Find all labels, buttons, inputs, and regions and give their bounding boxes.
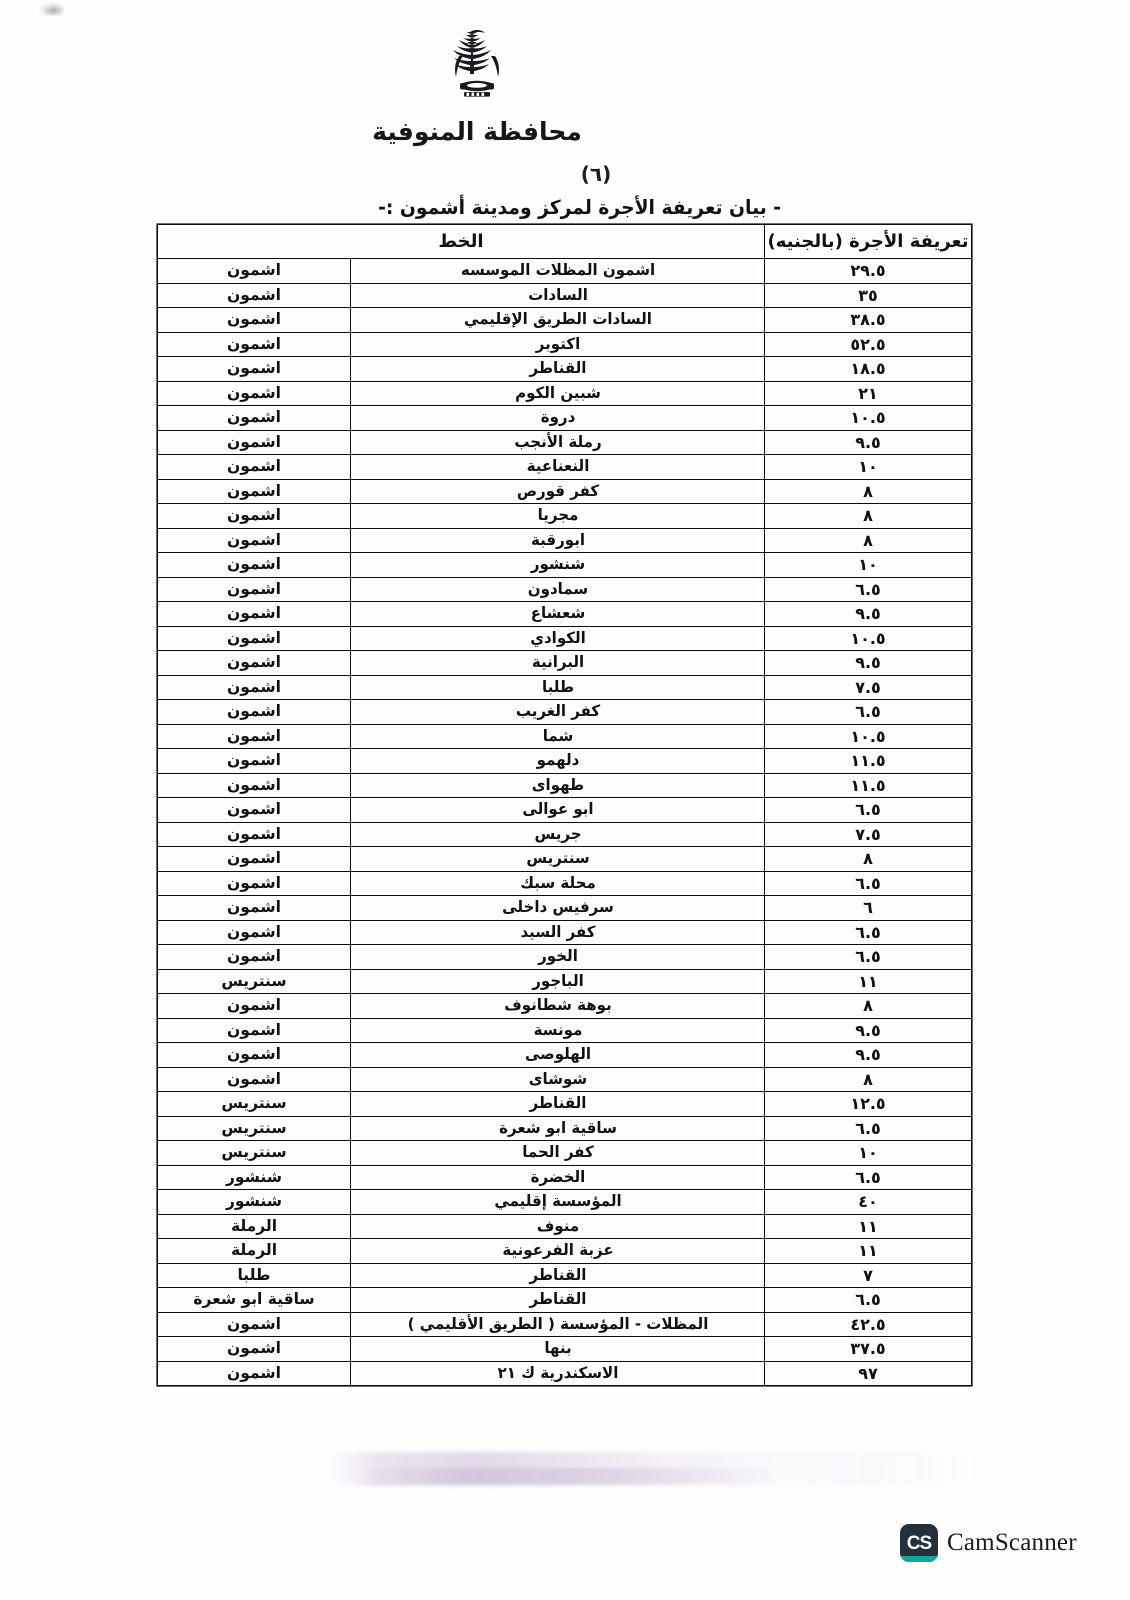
origin-station: اشمون xyxy=(158,332,351,357)
route-name: شما xyxy=(357,724,759,749)
governorate-name: محافظة المنوفية xyxy=(372,117,582,146)
table-row xyxy=(158,504,972,529)
route-name: رملة الأنجب xyxy=(357,430,759,455)
column-header-fare: تعريفة الأجرة (بالجنيه) xyxy=(765,225,972,259)
table-row xyxy=(158,773,972,798)
route-name: المؤسسة إقليمي xyxy=(357,1190,759,1215)
fare-value: ٩.٥ xyxy=(765,602,972,627)
route-name: الاسكندرية ك ٢١ xyxy=(357,1361,759,1386)
scan-artifact-speck xyxy=(38,2,64,16)
table-row xyxy=(158,1018,972,1043)
fare-value: ١٠ xyxy=(765,553,972,578)
route-name: ابورقبة xyxy=(357,528,759,553)
route-name: النعناعية xyxy=(357,455,759,480)
origin-station: اشمون xyxy=(158,1337,351,1362)
origin-station: اشمون xyxy=(158,626,351,651)
table-header-row xyxy=(158,225,972,259)
route-name: الخور xyxy=(357,945,759,970)
fare-value: ٢١ xyxy=(765,381,972,406)
table-row xyxy=(158,1141,972,1166)
origin-station: سنتريس xyxy=(158,1092,351,1117)
fare-value: ٩٧ xyxy=(765,1361,972,1386)
table-row xyxy=(158,1067,972,1092)
fare-value: ٩.٥ xyxy=(765,1043,972,1068)
table-row xyxy=(158,1092,972,1117)
table-row xyxy=(158,357,972,382)
camscanner-logo-icon xyxy=(900,1524,938,1562)
route-name: اكتوبر xyxy=(357,332,759,357)
fare-value: ١١ xyxy=(765,1214,972,1239)
origin-station: اشمون xyxy=(158,381,351,406)
table-row xyxy=(158,945,972,970)
fare-value: ٩.٥ xyxy=(765,430,972,455)
fare-value: ١٠.٥ xyxy=(765,626,972,651)
fare-value: ١٠.٥ xyxy=(765,724,972,749)
fare-value: ١٨.٥ xyxy=(765,357,972,382)
fare-value: ٦.٥ xyxy=(765,920,972,945)
table-header xyxy=(158,225,972,259)
route-name: الكوادي xyxy=(357,626,759,651)
route-name: المظلات - المؤسسة ( الطريق الأقليمي ) xyxy=(357,1312,759,1337)
document-title: - بيان تعريفة الأجرة لمركز ومدينة أشمون :- xyxy=(378,196,782,219)
route-name: دروة xyxy=(357,406,759,431)
route-name: كفر الغريب xyxy=(357,700,759,725)
origin-station: الرملة xyxy=(158,1214,351,1239)
fare-value: ٧.٥ xyxy=(765,822,972,847)
camscanner-wordmark: CamScanner xyxy=(947,1529,1077,1556)
route-name: القناطر xyxy=(357,1263,759,1288)
origin-station: سنتريس xyxy=(158,969,351,994)
route-name: الباجور xyxy=(357,969,759,994)
table-row xyxy=(158,553,972,578)
fare-value: ٤٢.٥ xyxy=(765,1312,972,1337)
fare-value: ٦.٥ xyxy=(765,1288,972,1313)
origin-station: سنتريس xyxy=(158,1141,351,1166)
table-row xyxy=(158,847,972,872)
origin-station: اشمون xyxy=(158,700,351,725)
route-name: محلة سبك xyxy=(357,871,759,896)
route-name: مونسة xyxy=(357,1018,759,1043)
route-name: بنها xyxy=(357,1337,759,1362)
route-name: السادات الطريق الإقليمي xyxy=(357,308,759,333)
origin-station: اشمون xyxy=(158,773,351,798)
origin-station: شنشور xyxy=(158,1190,351,1215)
fare-value: ١٠.٥ xyxy=(765,406,972,431)
origin-station: اشمون xyxy=(158,357,351,382)
table-body xyxy=(158,259,972,1386)
route-name: كفر الحما xyxy=(357,1141,759,1166)
origin-station: شنشور xyxy=(158,1165,351,1190)
origin-station: اشمون xyxy=(158,504,351,529)
origin-station: اشمون xyxy=(158,945,351,970)
route-name: جريس xyxy=(357,822,759,847)
fare-value: ٦.٥ xyxy=(765,700,972,725)
origin-station: اشمون xyxy=(158,920,351,945)
origin-station: اشمون xyxy=(158,896,351,921)
fare-value: ٥٢.٥ xyxy=(765,332,972,357)
table-row xyxy=(158,381,972,406)
fare-value: ١١.٥ xyxy=(765,749,972,774)
route-name: شوشاى xyxy=(357,1067,759,1092)
fare-value: ٦.٥ xyxy=(765,1165,972,1190)
table-row xyxy=(158,822,972,847)
origin-station: طلبا xyxy=(158,1263,351,1288)
route-name: منوف xyxy=(357,1214,759,1239)
faint-scan-residue-secondary xyxy=(360,1468,780,1484)
table-row xyxy=(158,896,972,921)
table-row xyxy=(158,1361,972,1386)
route-name: البرانية xyxy=(357,651,759,676)
table-row xyxy=(158,1190,972,1215)
fare-value: ٨ xyxy=(765,528,972,553)
route-name: شعشاع xyxy=(357,602,759,627)
route-name: شنشور xyxy=(357,553,759,578)
fare-value: ٨ xyxy=(765,1067,972,1092)
route-name: بوهة شطانوف xyxy=(357,994,759,1019)
table-row xyxy=(158,871,972,896)
fare-value: ١١ xyxy=(765,1239,972,1264)
table-row xyxy=(158,1043,972,1068)
origin-station: اشمون xyxy=(158,1018,351,1043)
fare-value: ٨ xyxy=(765,847,972,872)
table-row xyxy=(158,651,972,676)
fare-value: ٨ xyxy=(765,994,972,1019)
route-name: ساقية ابو شعرة xyxy=(357,1116,759,1141)
origin-station: سنتريس xyxy=(158,1116,351,1141)
origin-station: اشمون xyxy=(158,602,351,627)
route-name: الخضرة xyxy=(357,1165,759,1190)
origin-station: اشمون xyxy=(158,577,351,602)
origin-station: ساقية ابو شعرة xyxy=(158,1288,351,1313)
table-row xyxy=(158,1263,972,1288)
table-row xyxy=(158,332,972,357)
origin-station: اشمون xyxy=(158,430,351,455)
origin-station: اشمون xyxy=(158,651,351,676)
route-name: طلبا xyxy=(357,675,759,700)
origin-station: اشمون xyxy=(158,259,351,284)
origin-station: الرملة xyxy=(158,1239,351,1264)
origin-station: اشمون xyxy=(158,1361,351,1386)
route-name: القناطر xyxy=(357,1092,759,1117)
fare-value: ٦.٥ xyxy=(765,945,972,970)
table-row xyxy=(158,1214,972,1239)
fare-value: ٣٧.٥ xyxy=(765,1337,972,1362)
column-header-route: الخط xyxy=(158,225,765,259)
fare-value: ١١.٥ xyxy=(765,773,972,798)
origin-station: اشمون xyxy=(158,749,351,774)
origin-station: اشمون xyxy=(158,994,351,1019)
origin-station: اشمون xyxy=(158,1067,351,1092)
fare-value: ٦ xyxy=(765,896,972,921)
origin-station: اشمون xyxy=(158,847,351,872)
route-name: سرفيس داخلى xyxy=(357,896,759,921)
table-row xyxy=(158,1239,972,1264)
table-row xyxy=(158,455,972,480)
emblem-container xyxy=(0,26,1130,112)
fare-value: ٧ xyxy=(765,1263,972,1288)
route-name: سنتريس xyxy=(357,847,759,872)
fare-value: ٣٥ xyxy=(765,283,972,308)
route-name: دلهمو xyxy=(357,749,759,774)
origin-station: اشمون xyxy=(158,675,351,700)
table-row xyxy=(158,749,972,774)
fare-value: ٦.٥ xyxy=(765,798,972,823)
route-name: طهواى xyxy=(357,773,759,798)
fare-value: ٩.٥ xyxy=(765,1018,972,1043)
table-row xyxy=(158,1116,972,1141)
table-row xyxy=(158,308,972,333)
origin-station: اشمون xyxy=(158,798,351,823)
table-row xyxy=(158,994,972,1019)
route-name: عزبة الفرعونية xyxy=(357,1239,759,1264)
origin-station: اشمون xyxy=(158,822,351,847)
route-name: ابو عوالى xyxy=(357,798,759,823)
fare-value: ١١ xyxy=(765,969,972,994)
table-row xyxy=(158,675,972,700)
table-row xyxy=(158,283,972,308)
fare-value: ٩.٥ xyxy=(765,651,972,676)
camscanner-watermark xyxy=(900,1524,1077,1562)
fare-value: ٦.٥ xyxy=(765,1116,972,1141)
table-row xyxy=(158,1337,972,1362)
camscanner-logo-text: CS xyxy=(906,1532,932,1554)
fare-value: ٧.٥ xyxy=(765,675,972,700)
camscanner-logo-accent xyxy=(900,1556,938,1562)
origin-station: اشمون xyxy=(158,871,351,896)
origin-station: اشمون xyxy=(158,724,351,749)
route-name: القناطر xyxy=(357,357,759,382)
table-row xyxy=(158,724,972,749)
table-row xyxy=(158,626,972,651)
page-number: (٦) xyxy=(580,162,612,186)
route-name: شبين الكوم xyxy=(357,381,759,406)
origin-station: اشمون xyxy=(158,1312,351,1337)
origin-station: اشمون xyxy=(158,553,351,578)
fare-value: ٨ xyxy=(765,479,972,504)
fare-value: ٢٩.٥ xyxy=(765,259,972,284)
fare-value: ٤٠ xyxy=(765,1190,972,1215)
origin-station: اشمون xyxy=(158,406,351,431)
table-row xyxy=(158,920,972,945)
fare-value: ٦.٥ xyxy=(765,577,972,602)
table-row xyxy=(158,406,972,431)
table-row xyxy=(158,798,972,823)
fare-value: ١٢.٥ xyxy=(765,1092,972,1117)
table-row xyxy=(158,602,972,627)
table-row xyxy=(158,430,972,455)
fare-table xyxy=(157,224,972,1386)
egypt-eagle-emblem-icon xyxy=(439,26,515,112)
route-name: اشمون المظلات الموسسه xyxy=(357,259,759,284)
route-name: كفر قورص xyxy=(357,479,759,504)
route-name: مجريا xyxy=(357,504,759,529)
table-row xyxy=(158,479,972,504)
table-row xyxy=(158,700,972,725)
table-row xyxy=(158,577,972,602)
fare-value: ١٠ xyxy=(765,455,972,480)
route-name: السادات xyxy=(357,283,759,308)
fare-value: ١٠ xyxy=(765,1141,972,1166)
route-name: كفر السيد xyxy=(357,920,759,945)
table-row xyxy=(158,1312,972,1337)
origin-station: اشمون xyxy=(158,479,351,504)
route-name: سمادون xyxy=(357,577,759,602)
document-header xyxy=(0,26,1130,146)
table-row xyxy=(158,1165,972,1190)
route-name: الهلوصى xyxy=(357,1043,759,1068)
origin-station: اشمون xyxy=(158,455,351,480)
route-name: القناطر xyxy=(357,1288,759,1313)
fare-value: ٨ xyxy=(765,504,972,529)
fare-value: ٦.٥ xyxy=(765,871,972,896)
origin-station: اشمون xyxy=(158,308,351,333)
table-row xyxy=(158,969,972,994)
table-row xyxy=(158,259,972,284)
fare-value: ٣٨.٥ xyxy=(765,308,972,333)
table-row xyxy=(158,1288,972,1313)
table-row xyxy=(158,528,972,553)
origin-station: اشمون xyxy=(158,1043,351,1068)
origin-station: اشمون xyxy=(158,283,351,308)
origin-station: اشمون xyxy=(158,528,351,553)
fare-table-container xyxy=(158,224,972,1386)
